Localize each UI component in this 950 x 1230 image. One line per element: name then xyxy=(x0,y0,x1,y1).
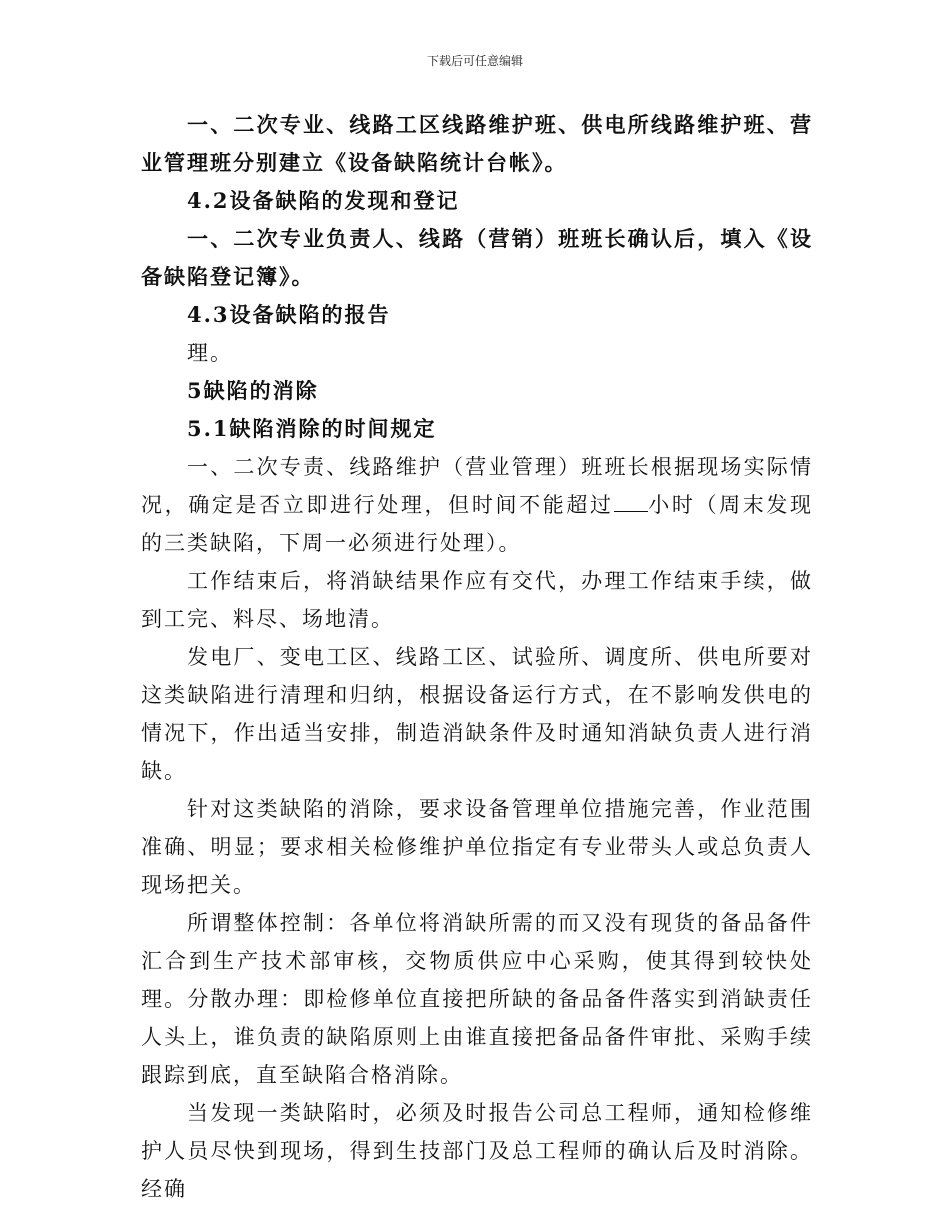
section-heading-4-2: 4.2设备缺陷的发现和登记 xyxy=(187,188,460,213)
section-heading-5-1: 5.1缺陷消除的时间规定 xyxy=(187,416,437,441)
section-heading-5: 5缺陷的消除 xyxy=(187,378,319,403)
paragraph-time-limit-part-1: 一、二次专责、线路维护（营业管理）班班长根据现场实际情况，确定是否立即进行处理，但时间不能超过 xyxy=(141,455,813,517)
paragraph-ledger: 一、二次专业、线路工区线路维护班、供电所线路维护班、营业管理班分别建立《设备缺陷统计台帐》。 xyxy=(141,112,813,175)
paragraph-time-limit-part-2: 小时（周末发现的三类缺陷，下周一必须进行处理）。 xyxy=(141,493,814,555)
paragraph-class-one-defect: 当发现一类缺陷时，必须及时报告公司总工程师，通知检修维护人员尽快到现场，得到生技部门及总工程师的确认后及时消除。经确 xyxy=(141,1101,813,1201)
section-heading-4-3: 4.3设备缺陷的报告 xyxy=(187,302,391,327)
fill-in-blank xyxy=(614,493,648,512)
paragraph-overall-control: 所谓整体控制：各单位将消缺所需的而又没有现货的备品备件汇合到生产技术部审核，交物质供应中心采购，使其得到较快处理。分散办理：即检修单位直接把所缺的备品备件落实到消缺责任人头上，谁负责的缺陷原则上由谁直接把备品备件审批、采购手续跟踪到底，直至缺陷合格消除。 xyxy=(141,911,813,1087)
paragraph-registration: 一、二次专业负责人、线路（营销）班班长确认后，填入《设备缺陷登记簿》。 xyxy=(141,226,813,289)
paragraph-time-limit xyxy=(141,448,813,562)
document-body xyxy=(141,106,813,1208)
paragraph-requirements: 针对这类缺陷的消除，要求设备管理单位措施完善，作业范围准确、明显；要求相关检修维护单位指定有专业带头人或总负责人现场把关。 xyxy=(141,797,813,897)
paragraph-fragment: 理。 xyxy=(187,341,233,365)
page-header: 下载后可任意编辑 xyxy=(426,54,523,68)
paragraph-defect-sorting: 发电厂、变电工区、线路工区、试验所、调度所、供电所要对这类缺陷进行清理和归纳，根据设备运行方式，在不影响发供电的情况下，作出适当安排，制造消缺条件及时通知消缺负责人进行消缺。 xyxy=(141,645,813,783)
paragraph-work-end: 工作结束后，将消缺结果作应有交代，办理工作结束手续，做到工完、料尽、场地清。 xyxy=(141,569,813,631)
